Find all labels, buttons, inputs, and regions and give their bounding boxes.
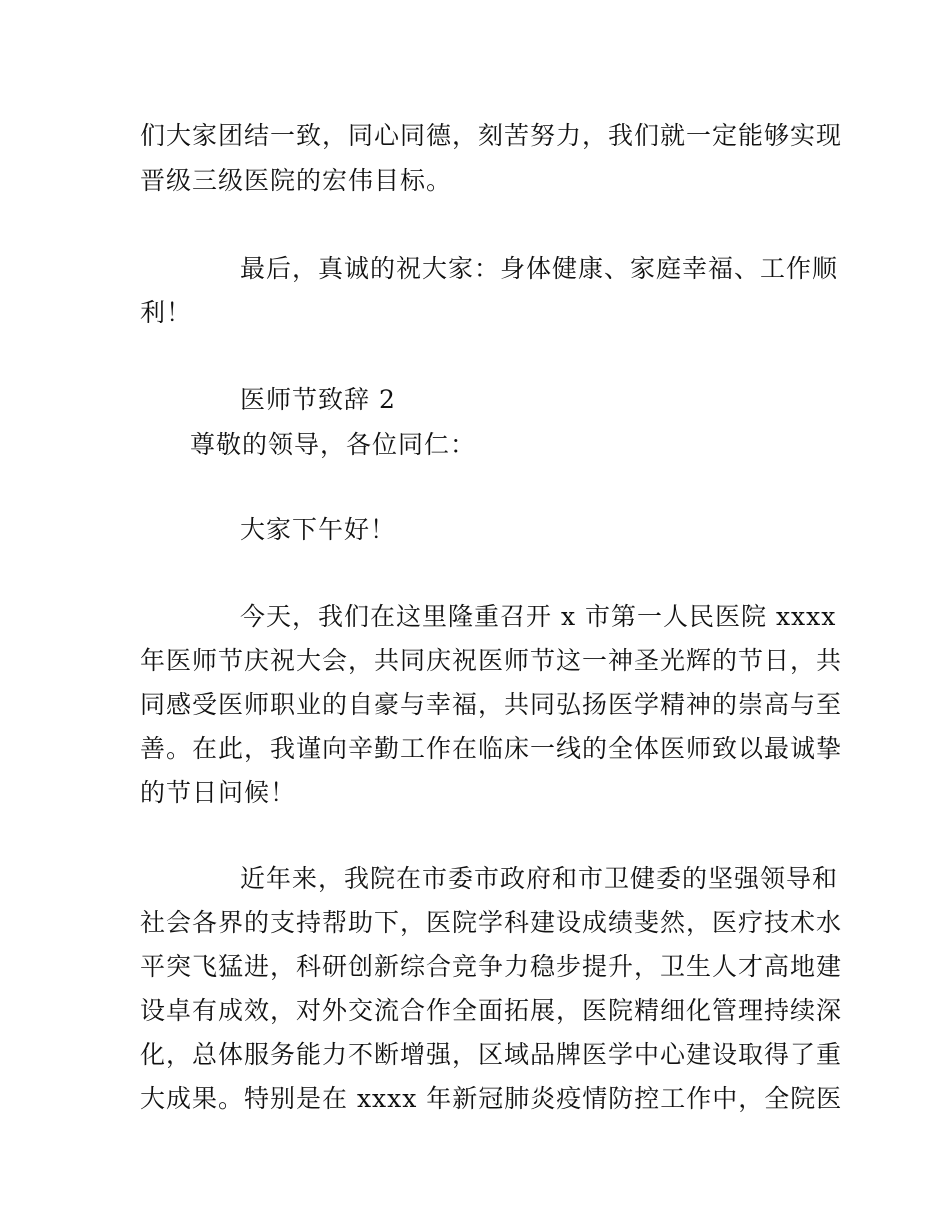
paragraph-line: 善。在此，我谨向辛勤工作在临床一线的全体医师致以最诚挚 [140, 734, 843, 763]
paragraph-line: 同感受医师职业的自豪与幸福，共同弘扬医学精神的崇高与至 [140, 690, 843, 719]
paragraph-line: 社会各界的支持帮助下，医院学科建设成绩斐然，医疗技术水 [140, 908, 843, 937]
paragraph-line: 平突飞猛进，科研创新综合竞争力稳步提升，卫生人才高地建 [140, 952, 843, 981]
paragraph-line: 们大家团结一致，同心同德，刻苦努力，我们就一定能够实现 [140, 121, 843, 150]
paragraph-line: 今天，我们在这里隆重召开 x 市第一人民医院 xxxx [240, 602, 837, 631]
paragraph-line: 晋级三级医院的宏伟目标。 [140, 166, 453, 195]
paragraph-line: 近年来，我院在市委市政府和市卫健委的坚强领导和 [240, 864, 839, 893]
paragraph-line: 年医师节庆祝大会，共同庆祝医师节这一神圣光辉的节日，共 [140, 646, 843, 675]
paragraph-line: 化，总体服务能力不断增强，区域品牌医学中心建设取得了重 [140, 1040, 843, 1069]
greeting: 大家下午好！ [240, 515, 397, 544]
paragraph-line: 大成果。特别是在 xxxx 年新冠肺炎疫情防控工作中，全院医 [140, 1084, 843, 1113]
paragraph-line: 设卓有成效，对外交流合作全面拓展，医院精细化管理持续深 [140, 996, 843, 1025]
paragraph-line: 的节日问候！ [140, 778, 297, 807]
paragraph-line: 利！ [140, 298, 193, 327]
paragraph-line: 最后，真诚的祝大家：身体健康、家庭幸福、工作顺 [240, 254, 839, 283]
salutation: 尊敬的领导，各位同仁： [190, 430, 477, 459]
section-title: 医师节致辞 2 [240, 385, 396, 414]
